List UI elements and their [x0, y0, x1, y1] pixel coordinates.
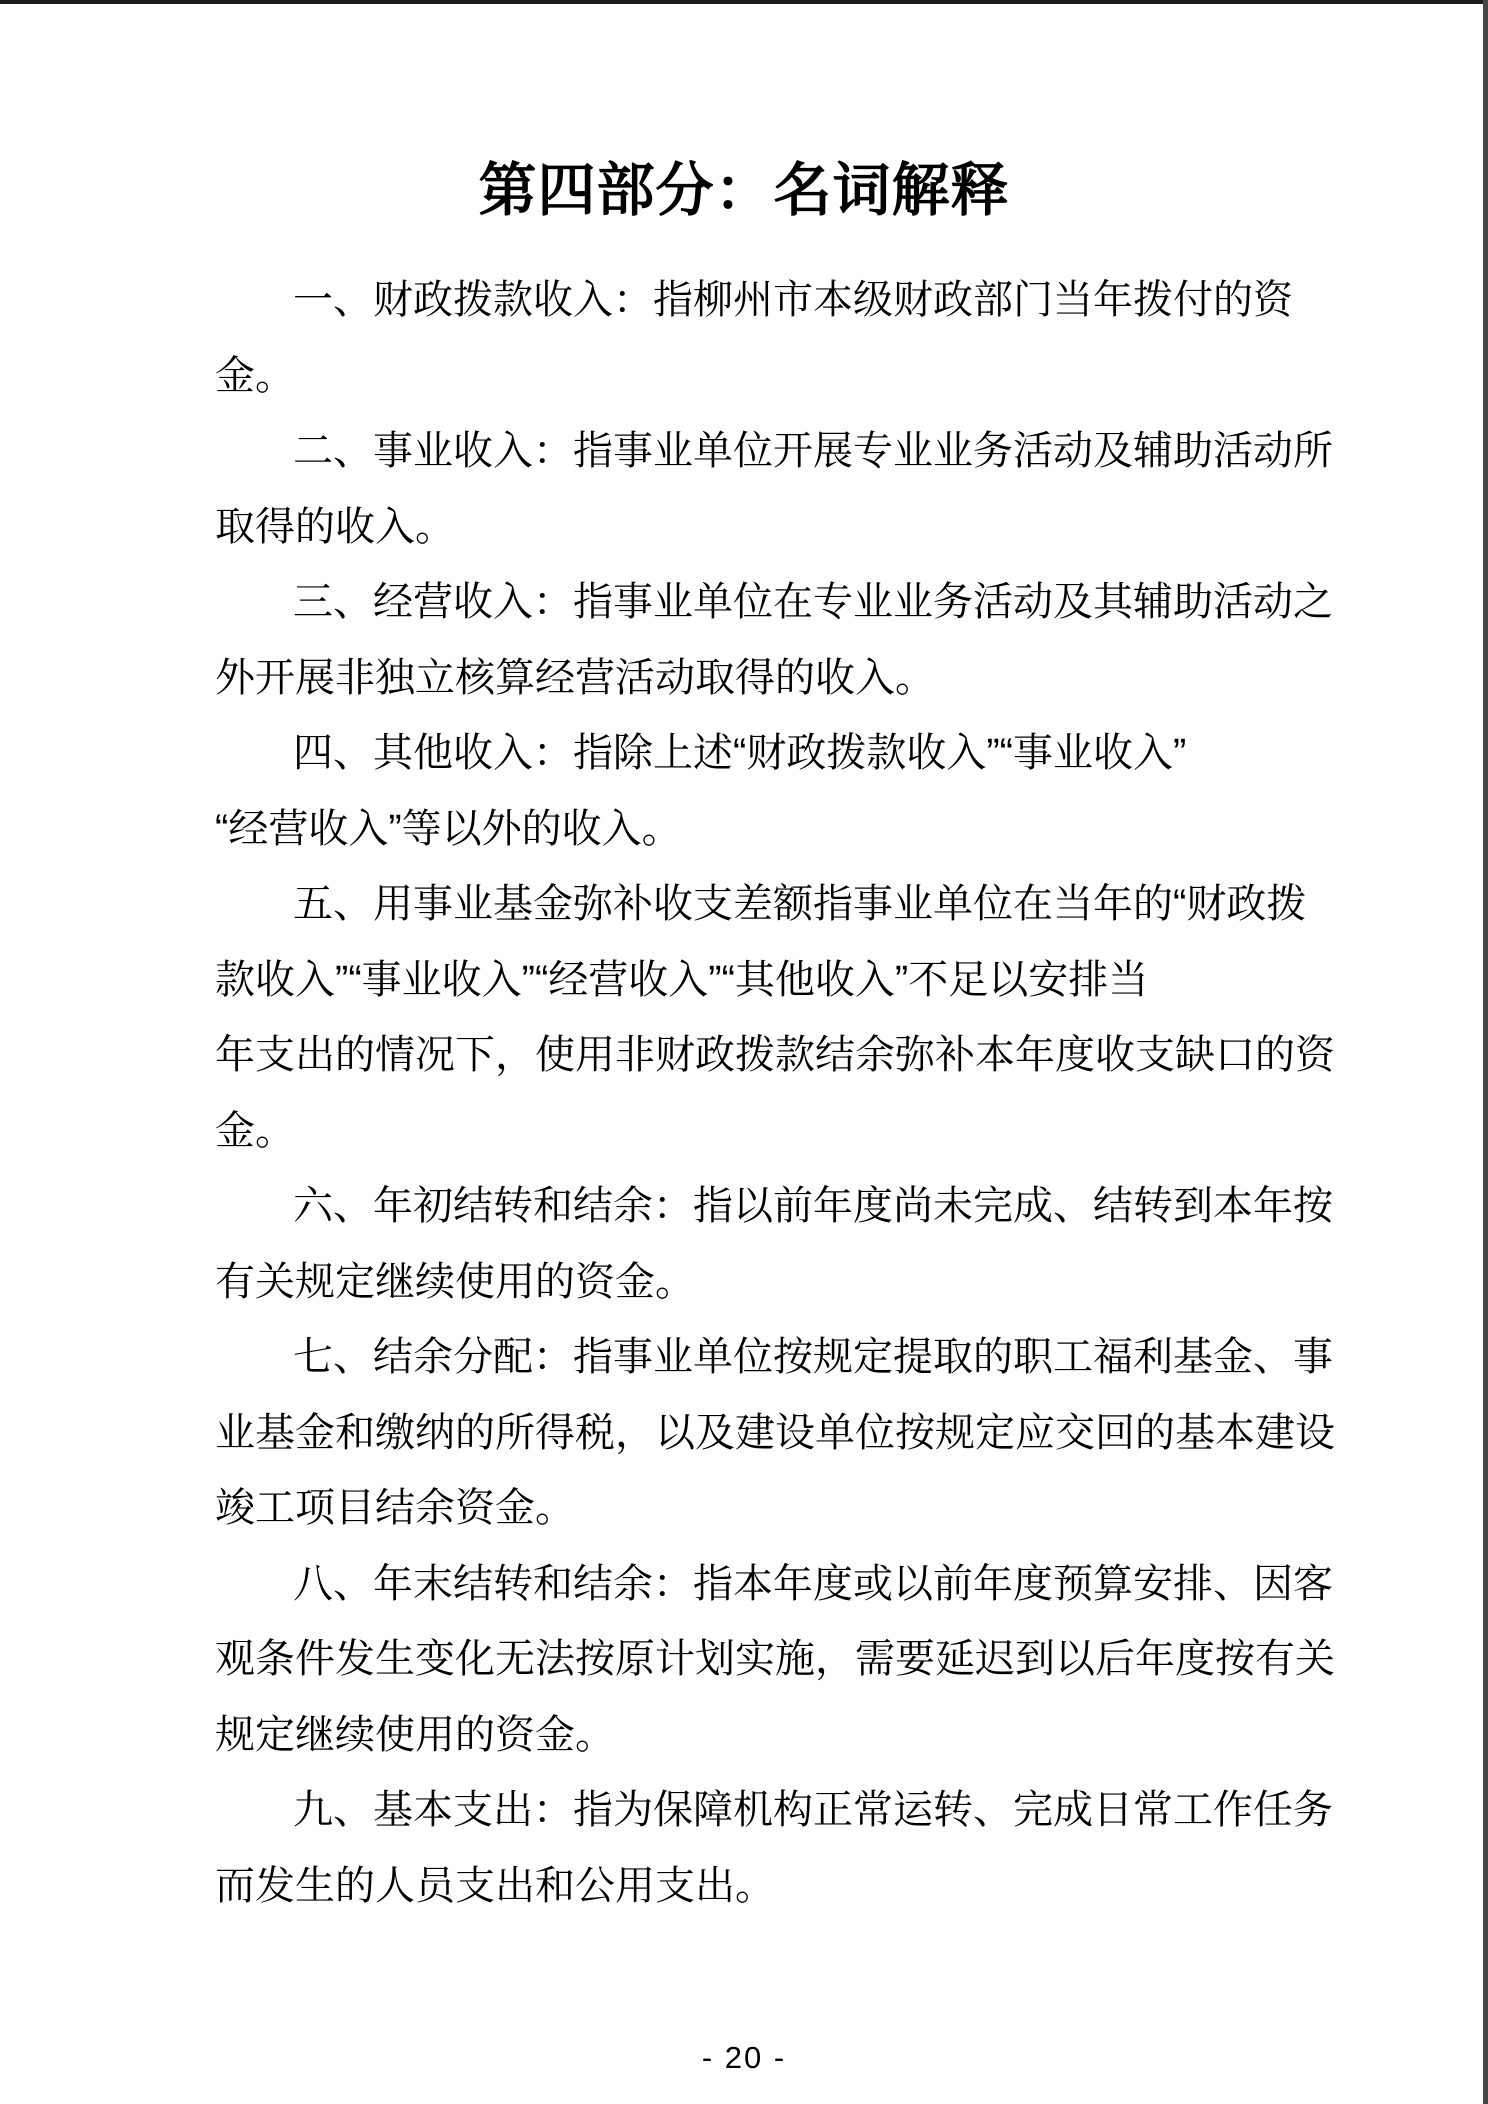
paragraph-line: 一、财政拨款收入：指柳州市本级财政部门当年拨付的资 [293, 278, 1293, 322]
paragraph-line: 有关规定继续使用的资金。 [215, 1259, 695, 1304]
paragraph-line: 竣工项目结余资金。 [215, 1486, 575, 1530]
paragraph-line: 业基金和缴纳的所得税，以及建设单位按规定应交回的基本建设 [215, 1410, 1335, 1455]
page-top-edge [0, 0, 1488, 4]
paragraph-line: 外开展非独立核算经营活动取得的收入。 [215, 655, 935, 700]
paragraph-line: 九、基本支出：指为保障机构正常运转、完成日常工作任务 [293, 1788, 1333, 1832]
paragraph-line: 款收入”“事业收入”“经营收入”“其他收入”不足以安排当 [215, 957, 1149, 1002]
paragraph-line: 观条件发生变化无法按原计划实施，需要延迟到以后年度按有关 [215, 1637, 1335, 1681]
paragraph [215, 1169, 1333, 1320]
paragraph-line: 五、用事业基金弥补收支差额指事业单位在当年的“财政拨 [293, 882, 1307, 926]
paragraph-line: 四、其他收入：指除上述“财政拨款收入”“事业收入” [293, 731, 1187, 775]
paragraph [215, 263, 1300, 414]
paragraph-line: 取得的收入。 [215, 504, 455, 549]
paragraph-line: 二、事业收入：指事业单位开展专业业务活动及辅助活动所 [293, 429, 1333, 473]
document-body [215, 263, 1335, 1924]
paragraph-line: 年支出的情况下，使用非财政拨款结余弥补本年度收支缺口的资 [215, 1033, 1335, 1077]
paragraph-line: 七、结余分配：指事业单位按规定提取的职工福利基金、事 [293, 1335, 1333, 1379]
paragraph [215, 1547, 1335, 1774]
paragraph-line: 三、经营收入：指事业单位在专业业务活动及其辅助活动之 [293, 580, 1333, 624]
paragraph [215, 716, 1300, 867]
page-title: 第四部分：名词解释 [478, 158, 1010, 223]
paragraph [215, 1320, 1335, 1547]
paragraph-line: 而发生的人员支出和公用支出。 [215, 1863, 775, 1908]
paragraph [215, 1773, 1333, 1924]
page-right-edge [1483, 0, 1488, 2104]
paragraph [215, 867, 1335, 1169]
paragraph-line: 金。 [215, 1108, 295, 1153]
paragraph [215, 414, 1333, 565]
paragraph-line: “经营收入”等以外的收入。 [215, 806, 682, 851]
page-number: - 20 - [701, 2040, 787, 2075]
paragraph [215, 565, 1333, 716]
paragraph-line: 八、年末结转和结余：指本年度或以前年度预算安排、因客 [293, 1561, 1333, 1606]
paragraph-line: 规定继续使用的资金。 [215, 1712, 615, 1757]
paragraph-line: 六、年初结转和结余：指以前年度尚未完成、结转到本年按 [293, 1184, 1333, 1228]
paragraph-line: 金。 [215, 353, 295, 398]
